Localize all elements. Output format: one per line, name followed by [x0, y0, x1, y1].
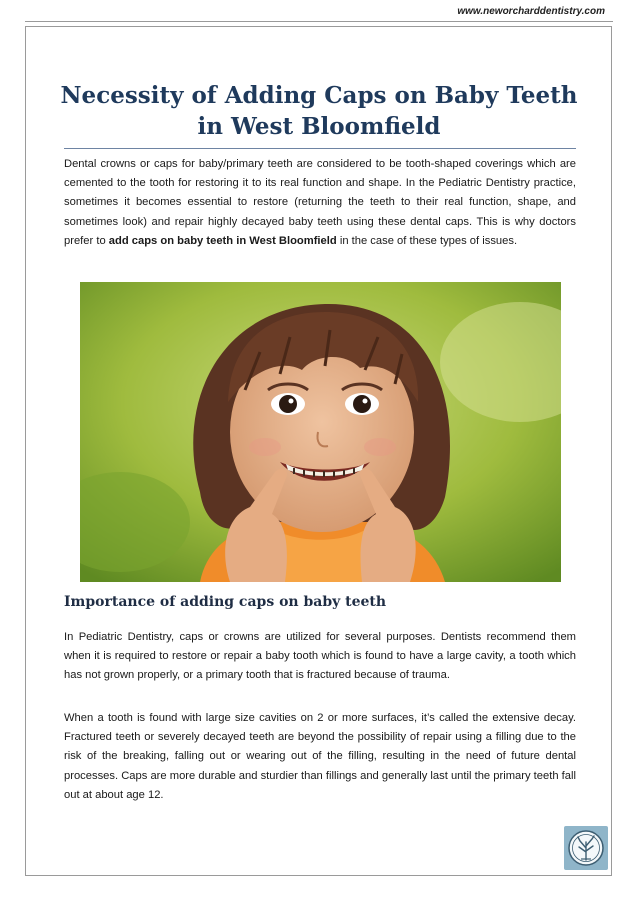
smiling-child-photo — [80, 282, 561, 582]
site-url[interactable]: www.neworcharddentistry.com — [457, 6, 605, 17]
page-title: Necessity of Adding Caps on Baby Teeth in West Bloomfield — [60, 82, 578, 140]
section-paragraph-1: In Pediatric Dentistry, caps or crowns are utilized for several purposes. Dentists recommend them when it is required to restore or repair a baby tooth which is found to have a large cavity, a tooth which has not grown properly, or a primary tooth that is fractured because of trauma. — [64, 631, 576, 682]
title-underline — [64, 148, 576, 149]
tree-logo-icon — [564, 826, 608, 870]
bold-keyword-link[interactable]: add caps on baby teeth in West Bloomfield — [108, 234, 337, 247]
header-divider — [25, 21, 613, 22]
section-heading: Importance of adding caps on baby teeth — [64, 594, 387, 610]
intro-paragraph — [64, 155, 576, 251]
intro-text-after: in the case of these types of issues. — [336, 234, 518, 247]
section-paragraph-2: When a tooth is found with large size cavities on 2 or more surfaces, it’s called the extensive decay. Fractured teeth or severely decayed teeth are beyond the possibility of repair using a filling due to the risk of the breaking, falling out or wearing out of the filling, resulting in the need of future dental processes. Caps are more durable and sturdier than fillings and generally last until the primary teeth fall out at about age 12. — [64, 712, 576, 801]
intro-text-before: Dental crowns or caps for baby/primary teeth are considered to be tooth-shaped coverings which are cemented to the tooth for restoring it to its real function and shape. In the Pediatric Dentistry practice, sometimes it becomes essential to restore (returning the teeth to their real function, shape, and sometimes look) and repair highly decayed baby teeth using these dental caps. This is why doctors prefer to — [64, 158, 576, 247]
